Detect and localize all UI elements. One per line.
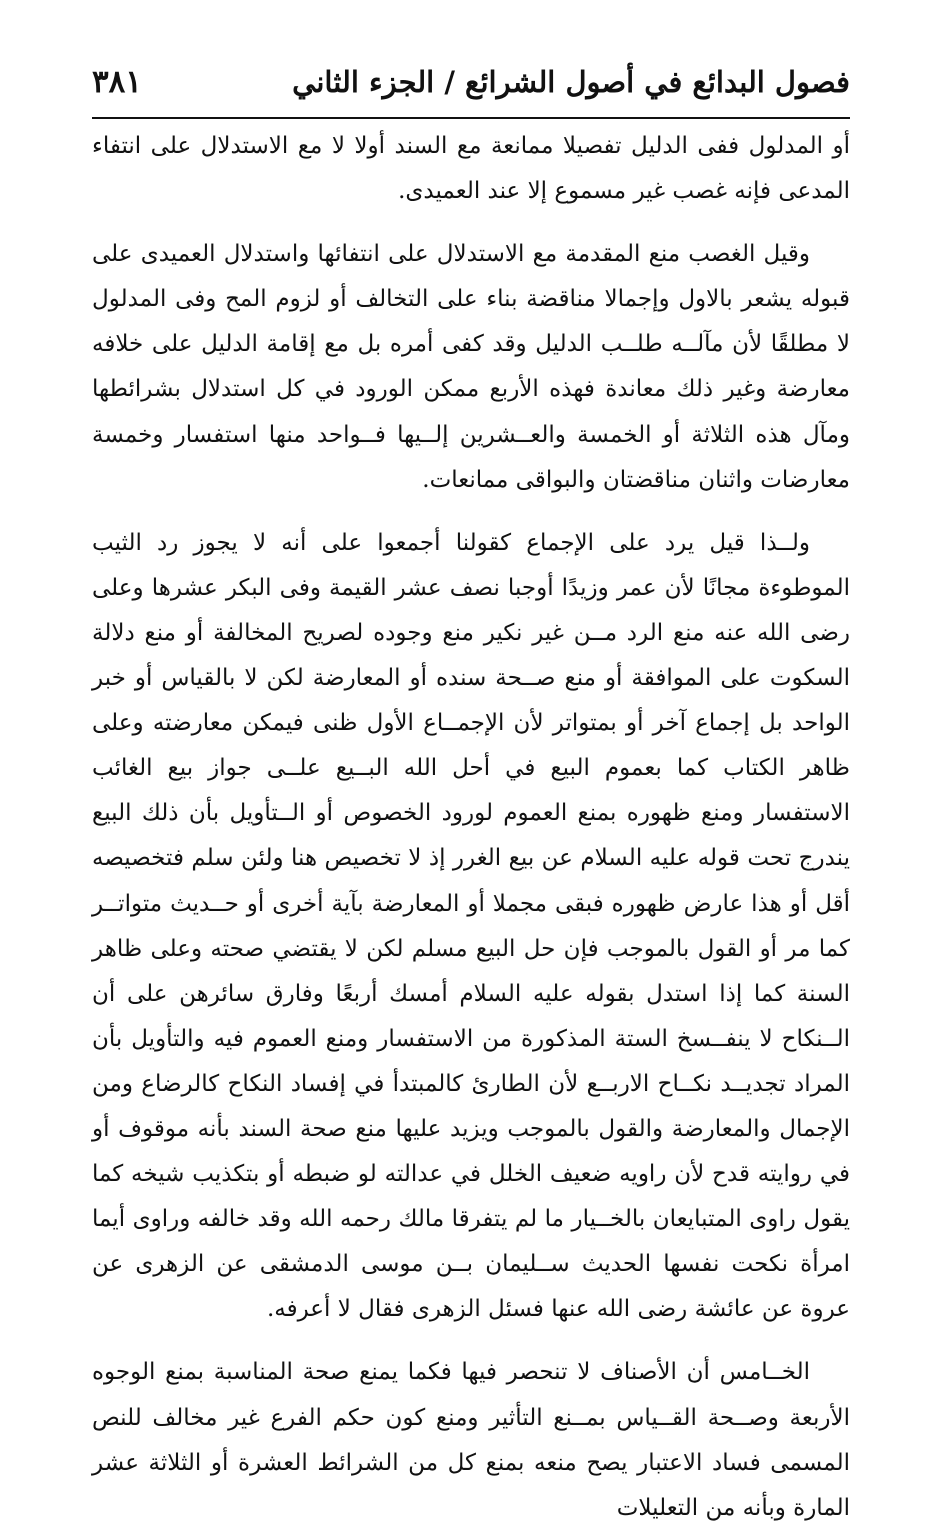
body-text [92, 124, 850, 1531]
paragraph-4: الخــامس أن الأصناف لا تنحصر فيها فكما يمنع صحة المناسبة بمنع الوجوه الأربعة وصــحة القــياس بمــنع التأثير ومنع كون حكم الفرع غير مخالف للنص المسمى فساد الاعتبار يصح منعه بمنع كل من الشرائط العشرة أو الثلاثة عشر المارة وبأنه من التعليلات [92, 1359, 850, 1521]
running-title: فصول البدائع في أصول الشرائع / الجزء الثاني [292, 65, 850, 99]
page-header [92, 52, 850, 112]
paragraph-3: ولــذا قيل يرد على الإجماع كقولنا أجمعوا على أنه لا يجوز رد الثيب الموطوءة مجانًا لأن عمر وزيدًا أوجبا نصف عشر القيمة وفى البكر عشرها وعلى رضى الله عنه منع الرد مــن غير نكير منع وجوده لصريح المخالفة أو منع دلالة السكوت على الموافقة أو منع صــحة سنده أو المعارضة لكن لا بالقياس أو خبر الواحد بل إجماع آخر أو بمتواتر لأن الإجمــاع الأول ظنى فيمكن معارضته وعلى ظاهر الكتاب كما بعموم البيع في أحل الله البــيع علــى جواز بيع الغائب الاستفسار ومنع ظهوره بمنع العموم لورود الخصوص أو الــتأويل بأن ذلك البيع يندرج تحت قوله عليه السلام عن بيع الغرر إذ لا تخصيص هنا ولئن سلم فتخصيصه أقل أو هذا عارض ظهوره فبقى مجملا أو المعارضة بآية أخرى أو حــديث متواتــر كما مر أو القول بالموجب فإن حل البيع مسلم لكن لا يقتضي صحته وعلى ظاهر السنة كما إذا استدل بقوله عليه السلام أمسك أربعًا وفارق سائرهن على أن الــنكاح لا ينفــسخ الستة المذكورة من الاستفسار ومنع العموم فيه والتأويل بأن المراد تجديــد نكــاح الاربــع لأن الطارئ كالمبتدأ في إفساد النكاح كالرضاع ومن الإجمال والمعارضة والقول بالموجب ويزيد عليها منع صحة السند بأنه موقوف أو في روايته قدح لأن راويه ضعيف الخلل في عدالته لو ضبطه أو بتكذيب شيخه كما يقول راوى المتبايعان بالخــيار ما لم يتفرقا مالك رحمه الله وقد خالفه وراوى أيما امرأة نكحت نفسها الحديث ســليمان بــن موسى الدمشقى عن الزهرى عن عروة عن عائشة رضى الله عنها فسئل الزهرى فقال لا أعرفه. [92, 529, 850, 1323]
page-number: ٣٨١ [92, 64, 142, 100]
header-divider [92, 117, 850, 119]
paragraph-2: وقيل الغصب منع المقدمة مع الاستدلال على انتفائها واستدلال العميدى على قبوله يشعر بالاول وإجمالا مناقضة بناء على التخالف أو لزوم المح وفى المدلول لا مطلقًا لأن مآلــه طلــب الدليل وقد كفى أمره بل مع إقامة الدليل على خلافه معارضة وغير ذلك معاندة فهذه الأربع ممكن الورود في كل استدلال بشرائطها ومآل هذه الثلاثة أو الخمسة والعــشرين إلــيها فــواحد منها استفسار وخمسة معارضات واثنان مناقضتان والبواقى ممانعات. [92, 241, 850, 493]
paragraph-1: أو المدلول ففى الدليل تفصيلا ممانعة مع السند أولا لا مع الاستدلال على انتفاء المدعى فإنه غصب غير مسموع إلا عند العميدى. [92, 133, 850, 205]
